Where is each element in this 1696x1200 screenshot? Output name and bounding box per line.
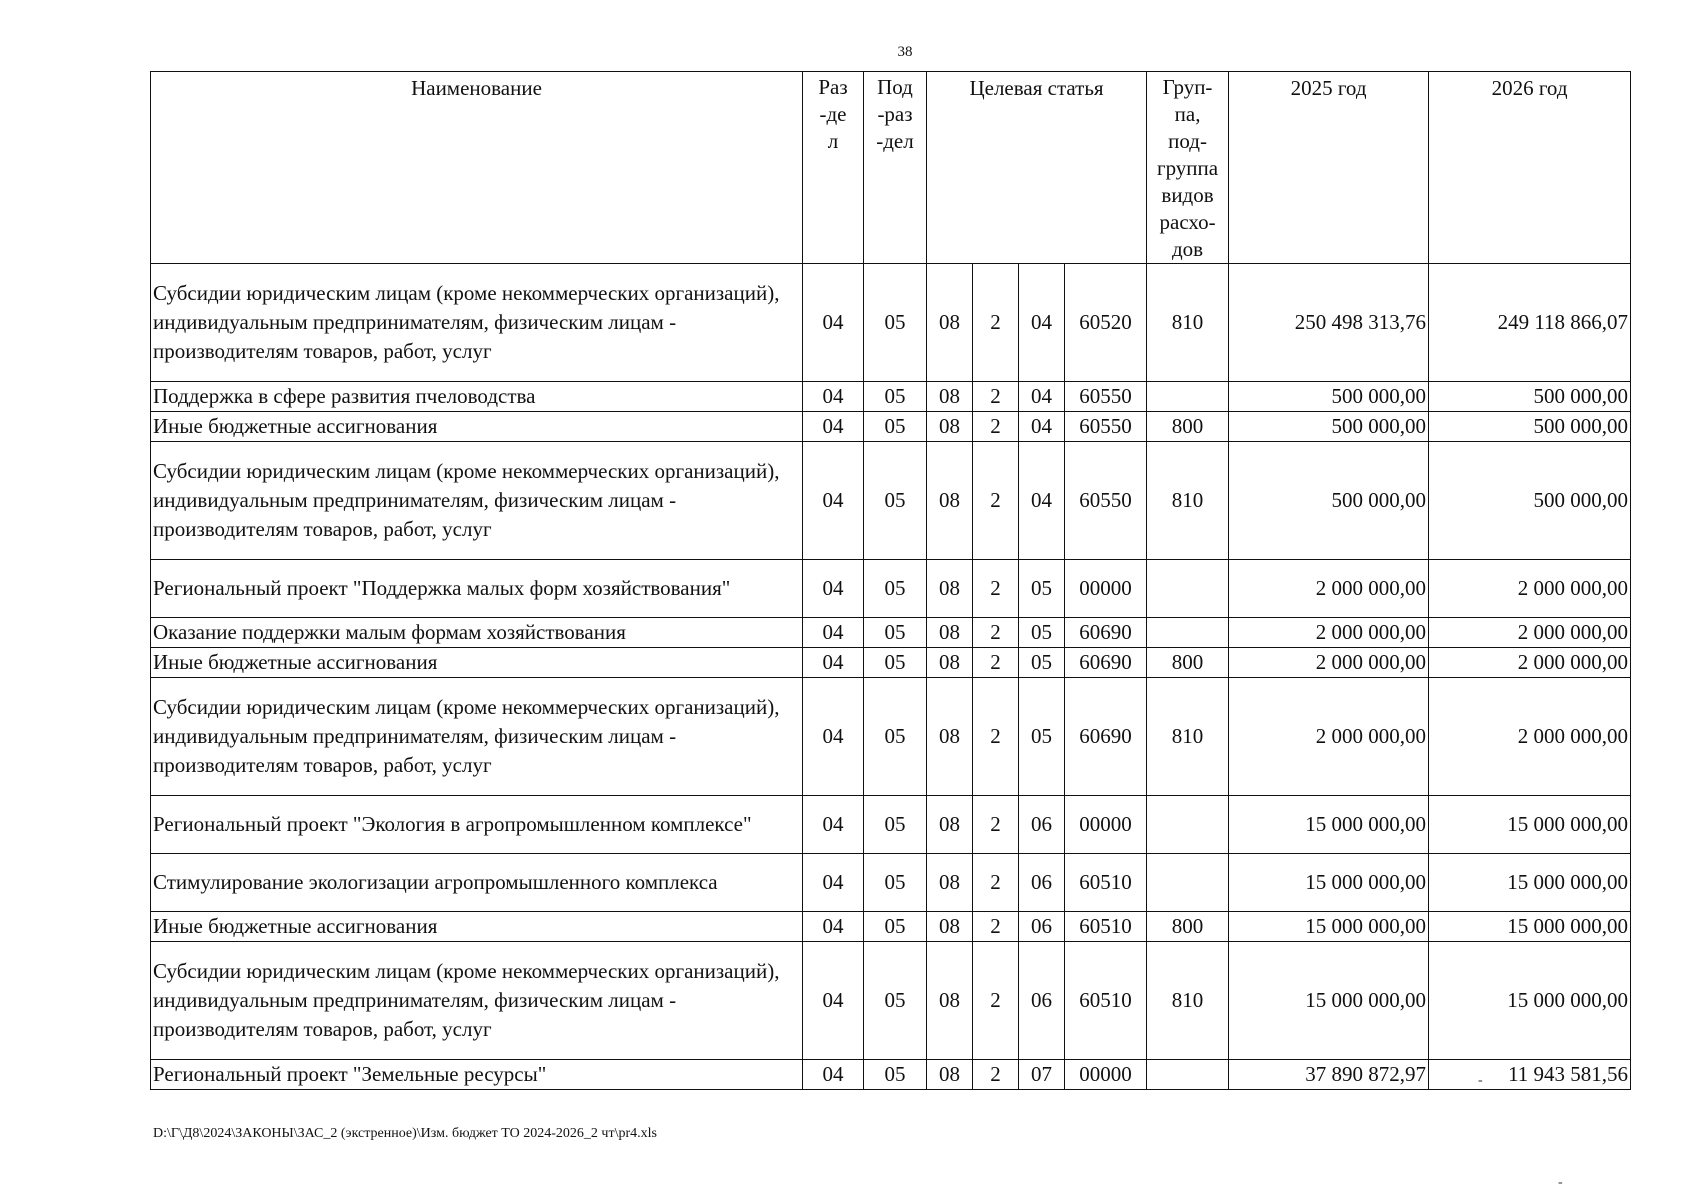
table-row [151,560,1631,618]
cell-y2026: 15 000 000,00 [1429,942,1631,1060]
page-number: 38 [897,44,913,60]
header-razdel [803,72,864,264]
cell-y2025: 500 000,00 [1229,412,1429,442]
cell-t2: 2 [973,618,1019,648]
cell-t3: 04 [1019,412,1065,442]
file-path: D:\Г\Д8\2024\ЗАКОНЫ\ЗАС_2 (экстренное)\Изм. бюджет ТО 2024-2026_2 чт\pr4.xls [153,1126,657,1141]
cell-rz: 04 [803,264,864,382]
header-name: Наименование [151,72,803,264]
cell-t3: 04 [1019,442,1065,560]
cell-t1: 08 [927,382,973,412]
cell-t3: 05 [1019,648,1065,678]
cell-rz: 04 [803,854,864,912]
cell-t2: 2 [973,796,1019,854]
cell-pr: 05 [864,1060,927,1090]
cell-t3: 07 [1019,1060,1065,1090]
cell-t4: 60510 [1065,942,1147,1060]
cell-t1: 08 [927,442,973,560]
cell-pr: 05 [864,560,927,618]
cell-t4: 60690 [1065,648,1147,678]
cell-vr: 810 [1147,442,1229,560]
cell-t1: 08 [927,412,973,442]
cell-vr [1147,1060,1229,1090]
table-row [151,912,1631,942]
cell-t1: 08 [927,560,973,618]
header-target: Целевая статья [927,72,1147,264]
cell-y2025: 15 000 000,00 [1229,942,1429,1060]
table-row [151,796,1631,854]
cell-y2026: 2 000 000,00 [1429,678,1631,796]
cell-t2: 2 [973,678,1019,796]
cell-y2025: 2 000 000,00 [1229,560,1429,618]
header-2025: 2025 год [1229,72,1429,264]
cell-t2: 2 [973,560,1019,618]
cell-name: Стимулирование экологизации агропромышленного комплекса [151,854,803,912]
cell-rz: 04 [803,1060,864,1090]
table-row [151,648,1631,678]
cell-t4: 00000 [1065,560,1147,618]
cell-name: Региональный проект "Поддержка малых форм хозяйствования" [151,560,803,618]
cell-t1: 08 [927,854,973,912]
cell-t3: 05 [1019,618,1065,648]
table-row [151,1060,1631,1090]
cell-y2025: 250 498 313,76 [1229,264,1429,382]
cell-pr: 05 [864,442,927,560]
cell-vr: 810 [1147,264,1229,382]
cell-t2: 2 [973,942,1019,1060]
table-row [151,412,1631,442]
cell-t3: 06 [1019,854,1065,912]
cell-t1: 08 [927,618,973,648]
cell-t4: 60550 [1065,382,1147,412]
cell-rz: 04 [803,442,864,560]
cell-t4: 60520 [1065,264,1147,382]
cell-t3: 04 [1019,264,1065,382]
cell-t2: 2 [973,854,1019,912]
cell-name: Субсидии юридическим лицам (кроме некоммерческих организаций), индивидуальным предпринимателям, физическим лицам - производителям товаров, работ, услуг [151,942,803,1060]
cell-t4: 60690 [1065,678,1147,796]
cell-t2: 2 [973,648,1019,678]
cell-pr: 05 [864,678,927,796]
cell-t3: 06 [1019,912,1065,942]
cell-t3: 04 [1019,382,1065,412]
table-row [151,854,1631,912]
cell-t1: 08 [927,942,973,1060]
cell-vr: 800 [1147,648,1229,678]
cell-name: Субсидии юридическим лицам (кроме некоммерческих организаций), индивидуальным предпринимателям, физическим лицам - производителям товаров, работ, услуг [151,264,803,382]
cell-t2: 2 [973,442,1019,560]
cell-y2026: 15 000 000,00 [1429,912,1631,942]
cell-t1: 08 [927,796,973,854]
cell-vr [1147,382,1229,412]
cell-y2025: 15 000 000,00 [1229,912,1429,942]
cell-y2025: 2 000 000,00 [1229,678,1429,796]
cell-name: Иные бюджетные ассигнования [151,648,803,678]
cell-y2026: 500 000,00 [1429,382,1631,412]
cell-y2026: 2 000 000,00 [1429,648,1631,678]
cell-y2026: 2 000 000,00 [1429,618,1631,648]
table-row [151,678,1631,796]
cell-t4: 60510 [1065,854,1147,912]
cell-t3: 05 [1019,560,1065,618]
cell-vr [1147,560,1229,618]
cell-vr: 810 [1147,942,1229,1060]
scan-mark: - [1478,1073,1483,1088]
scan-mark: - [1558,1175,1563,1190]
table-row [151,442,1631,560]
header-group-text: Груп-па, под-группа видов расхо-дов [1156,75,1219,261]
cell-pr: 05 [864,942,927,1060]
header-group [1147,72,1229,264]
cell-y2025: 37 890 872,97 [1229,1060,1429,1090]
table-row [151,618,1631,648]
cell-t1: 08 [927,264,973,382]
cell-vr: 810 [1147,678,1229,796]
table-header-row [151,72,1631,264]
table-row [151,264,1631,382]
cell-t4: 00000 [1065,796,1147,854]
cell-t4: 60550 [1065,412,1147,442]
cell-rz: 04 [803,912,864,942]
cell-name: Региональный проект "Экология в агропромышленном комплексе" [151,796,803,854]
cell-rz: 04 [803,796,864,854]
cell-y2025: 2 000 000,00 [1229,618,1429,648]
cell-t1: 08 [927,912,973,942]
cell-y2026: 11 943 581,56 [1429,1060,1631,1090]
cell-vr: 800 [1147,412,1229,442]
cell-t2: 2 [973,382,1019,412]
cell-vr [1147,796,1229,854]
cell-t1: 08 [927,648,973,678]
cell-name: Иные бюджетные ассигнования [151,412,803,442]
cell-t2: 2 [973,264,1019,382]
cell-t1: 08 [927,1060,973,1090]
cell-t4: 00000 [1065,1060,1147,1090]
cell-y2026: 2 000 000,00 [1429,560,1631,618]
table-row [151,382,1631,412]
cell-pr: 05 [864,412,927,442]
cell-y2025: 15 000 000,00 [1229,796,1429,854]
header-2026: 2026 год [1429,72,1631,264]
budget-table [150,71,1631,1090]
header-podrazdel-text: Под-раз-дел [876,75,914,153]
cell-y2025: 500 000,00 [1229,442,1429,560]
table-row [151,942,1631,1060]
cell-t3: 06 [1019,796,1065,854]
cell-t4: 60510 [1065,912,1147,942]
cell-t4: 60690 [1065,618,1147,648]
cell-pr: 05 [864,618,927,648]
cell-pr: 05 [864,854,927,912]
cell-name: Субсидии юридическим лицам (кроме некоммерческих организаций), индивидуальным предпринимателям, физическим лицам - производителям товаров, работ, услуг [151,442,803,560]
cell-rz: 04 [803,678,864,796]
cell-y2026: 15 000 000,00 [1429,796,1631,854]
cell-rz: 04 [803,618,864,648]
cell-vr [1147,854,1229,912]
cell-pr: 05 [864,796,927,854]
cell-y2026: 500 000,00 [1429,412,1631,442]
cell-y2026: 500 000,00 [1429,442,1631,560]
cell-y2025: 500 000,00 [1229,382,1429,412]
cell-pr: 05 [864,264,927,382]
cell-t2: 2 [973,912,1019,942]
cell-name: Региональный проект "Земельные ресурсы" [151,1060,803,1090]
cell-name: Поддержка в сфере развития пчеловодства [151,382,803,412]
cell-t3: 06 [1019,942,1065,1060]
cell-y2026: 249 118 866,07 [1429,264,1631,382]
cell-rz: 04 [803,382,864,412]
cell-rz: 04 [803,412,864,442]
cell-t4: 60550 [1065,442,1147,560]
cell-name: Субсидии юридическим лицам (кроме некоммерческих организаций), индивидуальным предпринимателям, физическим лицам - производителям товаров, работ, услуг [151,678,803,796]
cell-pr: 05 [864,382,927,412]
cell-rz: 04 [803,942,864,1060]
cell-y2025: 2 000 000,00 [1229,648,1429,678]
cell-name: Оказание поддержки малым формам хозяйствования [151,618,803,648]
header-razdel-text: Раз-дел [818,75,848,153]
cell-rz: 04 [803,648,864,678]
cell-t2: 2 [973,412,1019,442]
cell-vr: 800 [1147,912,1229,942]
header-podrazdel [864,72,927,264]
cell-name: Иные бюджетные ассигнования [151,912,803,942]
cell-pr: 05 [864,648,927,678]
cell-t2: 2 [973,1060,1019,1090]
cell-y2026: 15 000 000,00 [1429,854,1631,912]
cell-t3: 05 [1019,678,1065,796]
cell-rz: 04 [803,560,864,618]
cell-y2025: 15 000 000,00 [1229,854,1429,912]
cell-pr: 05 [864,912,927,942]
cell-vr [1147,618,1229,648]
cell-t1: 08 [927,678,973,796]
